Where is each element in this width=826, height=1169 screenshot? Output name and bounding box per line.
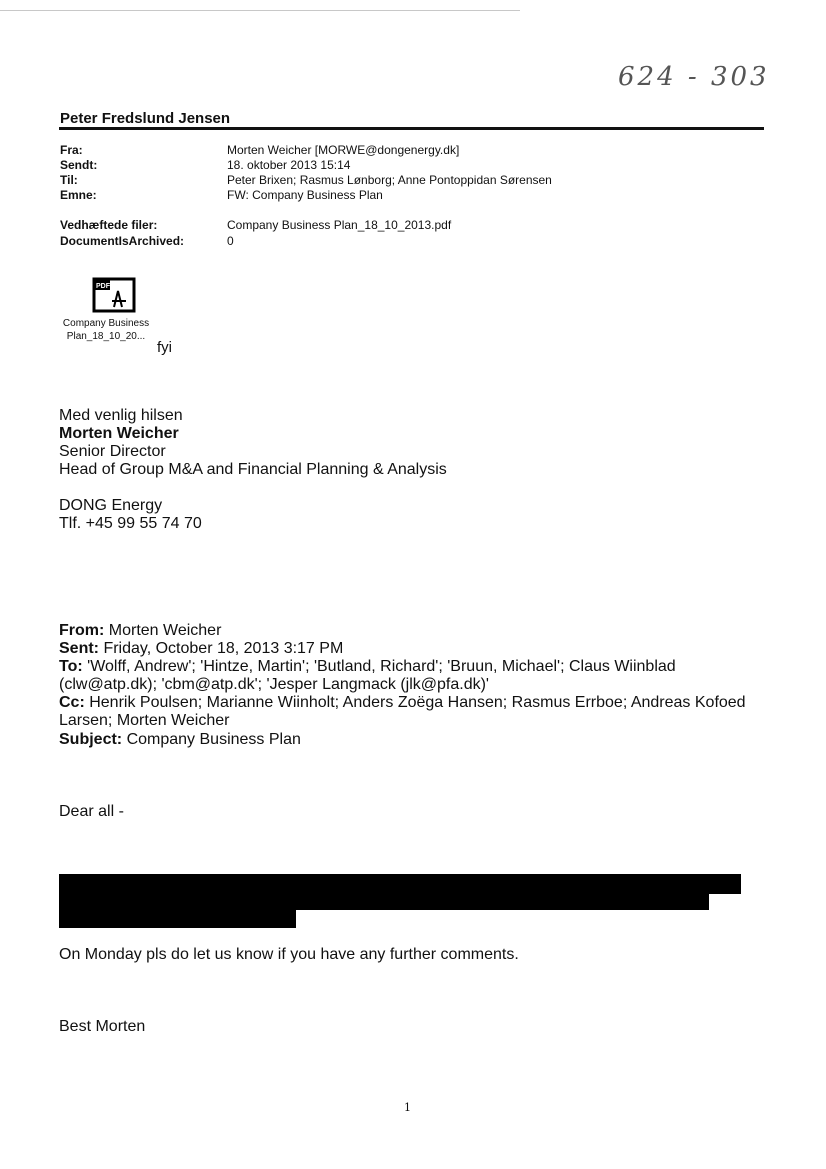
to-value: Peter Brixen; Rasmus Lønborg; Anne Pontoppidan Sørensen	[227, 173, 552, 187]
sent-label: Sendt:	[60, 158, 98, 172]
subject-value: FW: Company Business Plan	[227, 188, 383, 202]
redaction-block	[59, 874, 741, 894]
pdf-badge-text: PDF	[96, 283, 110, 290]
forwarded-to-label: To:	[59, 658, 83, 675]
forwarded-cc	[59, 694, 746, 712]
forwarded-cc-line2: Larsen; Morten Weicher	[59, 712, 230, 729]
archived-value: 0	[227, 234, 234, 248]
signature-role: Head of Group M&A and Financial Planning & Analysis	[59, 461, 447, 478]
forwarded-from-label: From:	[59, 622, 105, 639]
signature-phone: Tlf. +45 99 55 74 70	[59, 515, 202, 532]
forwarded-to-value-line1: 'Wolff, Andrew'; 'Hintze, Martin'; 'Butland, Richard'; 'Bruun, Michael'; Claus Wiinblad	[82, 658, 676, 675]
forwarded-from-value: Morten Weicher	[104, 622, 222, 639]
forwarded-subject	[59, 731, 301, 749]
signature-greeting: Med venlig hilsen	[59, 407, 183, 424]
attachments-value[interactable]: Company Business Plan_18_10_2013.pdf	[227, 218, 452, 232]
signature-title: Senior Director	[59, 443, 166, 460]
message-body-line: On Monday pls do let us know if you have any further comments.	[59, 946, 519, 963]
pdf-file-icon[interactable]	[92, 277, 138, 313]
scan-artifact-line	[0, 10, 520, 11]
to-label: Til:	[60, 173, 78, 187]
forwarded-from	[59, 622, 221, 640]
mailbox-owner-name: Peter Fredslund Jensen	[60, 110, 231, 127]
message-salutation: Dear all -	[59, 803, 124, 820]
forwarded-subject-label: Subject:	[59, 731, 123, 748]
header-divider	[59, 127, 764, 130]
from-label: Fra:	[60, 143, 83, 157]
subject-label: Emne:	[60, 188, 97, 202]
forwarded-to-line2: (clw@atp.dk); 'cbm@atp.dk'; 'Jesper Langmack (jlk@pfa.dk)'	[59, 676, 489, 693]
forwarded-to	[59, 658, 676, 676]
page-number: 1	[404, 1101, 411, 1114]
sent-value: 18. oktober 2013 15:14	[227, 158, 351, 172]
archived-label: DocumentIsArchived:	[60, 234, 185, 248]
attachment-name[interactable]	[58, 317, 154, 343]
message-closing: Best Morten	[59, 1018, 146, 1035]
signature-company: DONG Energy	[59, 497, 163, 514]
forwarded-subject-value: Company Business Plan	[122, 731, 301, 748]
forwarded-cc-label: Cc:	[59, 694, 85, 711]
attachments-label: Vedhæftede filer:	[60, 218, 158, 232]
forwarded-cc-value-line1: Henrik Poulsen; Marianne Wiinholt; Anders Zoëga Hansen; Rasmus Errboe; Andreas Kofoed	[84, 694, 746, 711]
redaction-block	[59, 906, 296, 928]
attachment-name-line1: Company Business	[62, 318, 150, 329]
signature-name: Morten Weicher	[59, 425, 179, 442]
forwarded-sent	[59, 640, 343, 658]
message-fyi: fyi	[157, 339, 172, 356]
handwritten-note: 624 - 303	[618, 62, 770, 92]
forwarded-sent-label: Sent:	[59, 640, 99, 657]
forwarded-sent-value: Friday, October 18, 2013 3:17 PM	[99, 640, 344, 657]
from-value: Morten Weicher [MORWE@dongenergy.dk]	[227, 143, 460, 157]
attachment-name-line2: Plan_18_10_20...	[66, 331, 146, 342]
